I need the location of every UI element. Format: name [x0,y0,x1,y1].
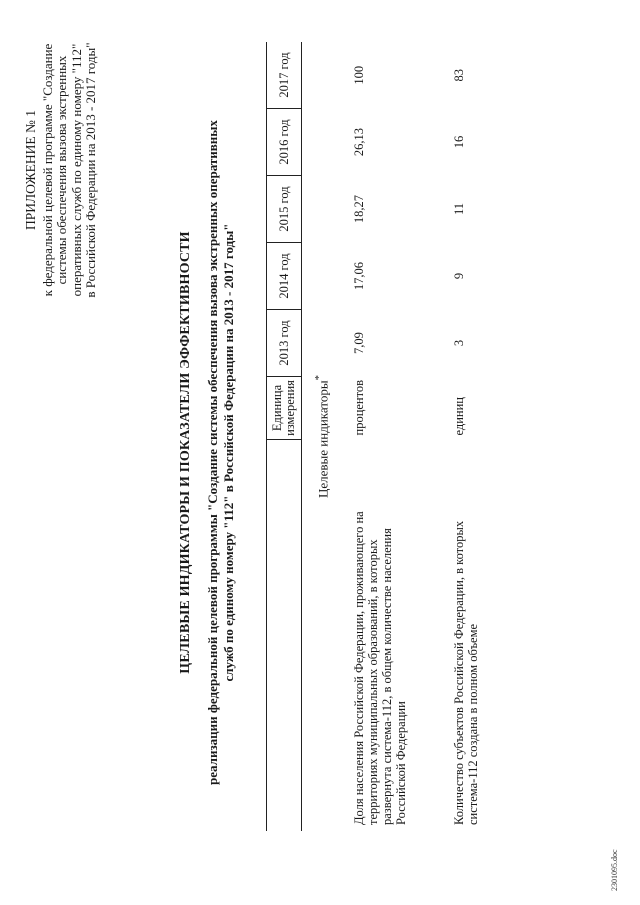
value-2015: 11 [452,202,467,216]
indicator-name-line: Российской Федерации [394,701,409,825]
subtitle-line: реализации федеральной целевой программы "Создание системы обеспечения вызова экстренных оперативных [205,120,220,785]
document-title: ЦЕЛЕВЫЕ ИНДИКАТОРЫ И ПОКАЗАТЕЛИ ЭФФЕКТИВНОСТИ [178,231,193,674]
appendix-block [24,5,99,335]
value-2013: 7,09 [352,332,367,354]
appendix-line: к федеральной целевой программе "Создание [39,43,55,297]
table-row [348,42,448,831]
table-row [448,42,484,831]
subtitle-line: служб по единому номеру "112" в Российской Федерации на 2013 - 2017 годы" [220,223,236,682]
table-header-row [267,42,302,831]
value-2014: 9 [452,272,467,280]
value-2015: 18,27 [352,194,367,224]
header-year-2013: 2013 год [267,310,302,377]
indicator-unit: процентов [352,379,367,436]
header-year-2015: 2015 год [267,176,302,243]
indicator-name-line: территориях муниципальных образований, в которых [366,539,381,825]
indicator-unit: единиц [452,396,467,436]
appendix-line: оперативных служб по единому номеру "112" [68,43,84,297]
document-subtitle [205,0,236,905]
section-row [302,42,349,831]
section-label: Целевые индикаторы [315,380,331,499]
header-unit-line: Единица [270,384,284,432]
indicator-name-line: система-112 создана в полном объеме [466,623,481,825]
header-year-2016: 2016 год [267,109,302,176]
section-label-cell [302,42,349,831]
section-footnote-mark: * [313,375,325,381]
header-year-2017: 2017 год [267,42,302,109]
value-2016: 26,13 [352,127,367,157]
indicator-name-line: развернута система-112, в общем количестве населения [380,528,395,825]
file-name: 2301095.doc [610,849,619,891]
value-2017: 100 [352,65,367,85]
header-unit-line: измерения [283,380,297,436]
indicator-name-line: Количество субъектов Российской Федерации, в которых [452,520,467,825]
header-blank-cell [267,440,302,832]
indicators-table [266,42,484,831]
header-year-2014: 2014 год [267,243,302,310]
value-2014: 17,06 [352,261,367,291]
value-2016: 16 [452,135,467,149]
indicator-name [448,440,484,832]
appendix-number: ПРИЛОЖЕНИЕ № 1 [23,109,38,231]
value-2017: 83 [452,69,467,82]
header-unit [267,377,302,440]
appendix-line: системы обеспечения вызова экстренных [54,55,69,285]
indicator-name-line: Доля населения Российской Федерации, проживающего на [352,511,367,825]
appendix-line: в Российской Федерации на 2013 - 2017 годы" [83,42,98,298]
indicator-name [348,440,448,832]
value-2013: 3 [452,339,467,347]
